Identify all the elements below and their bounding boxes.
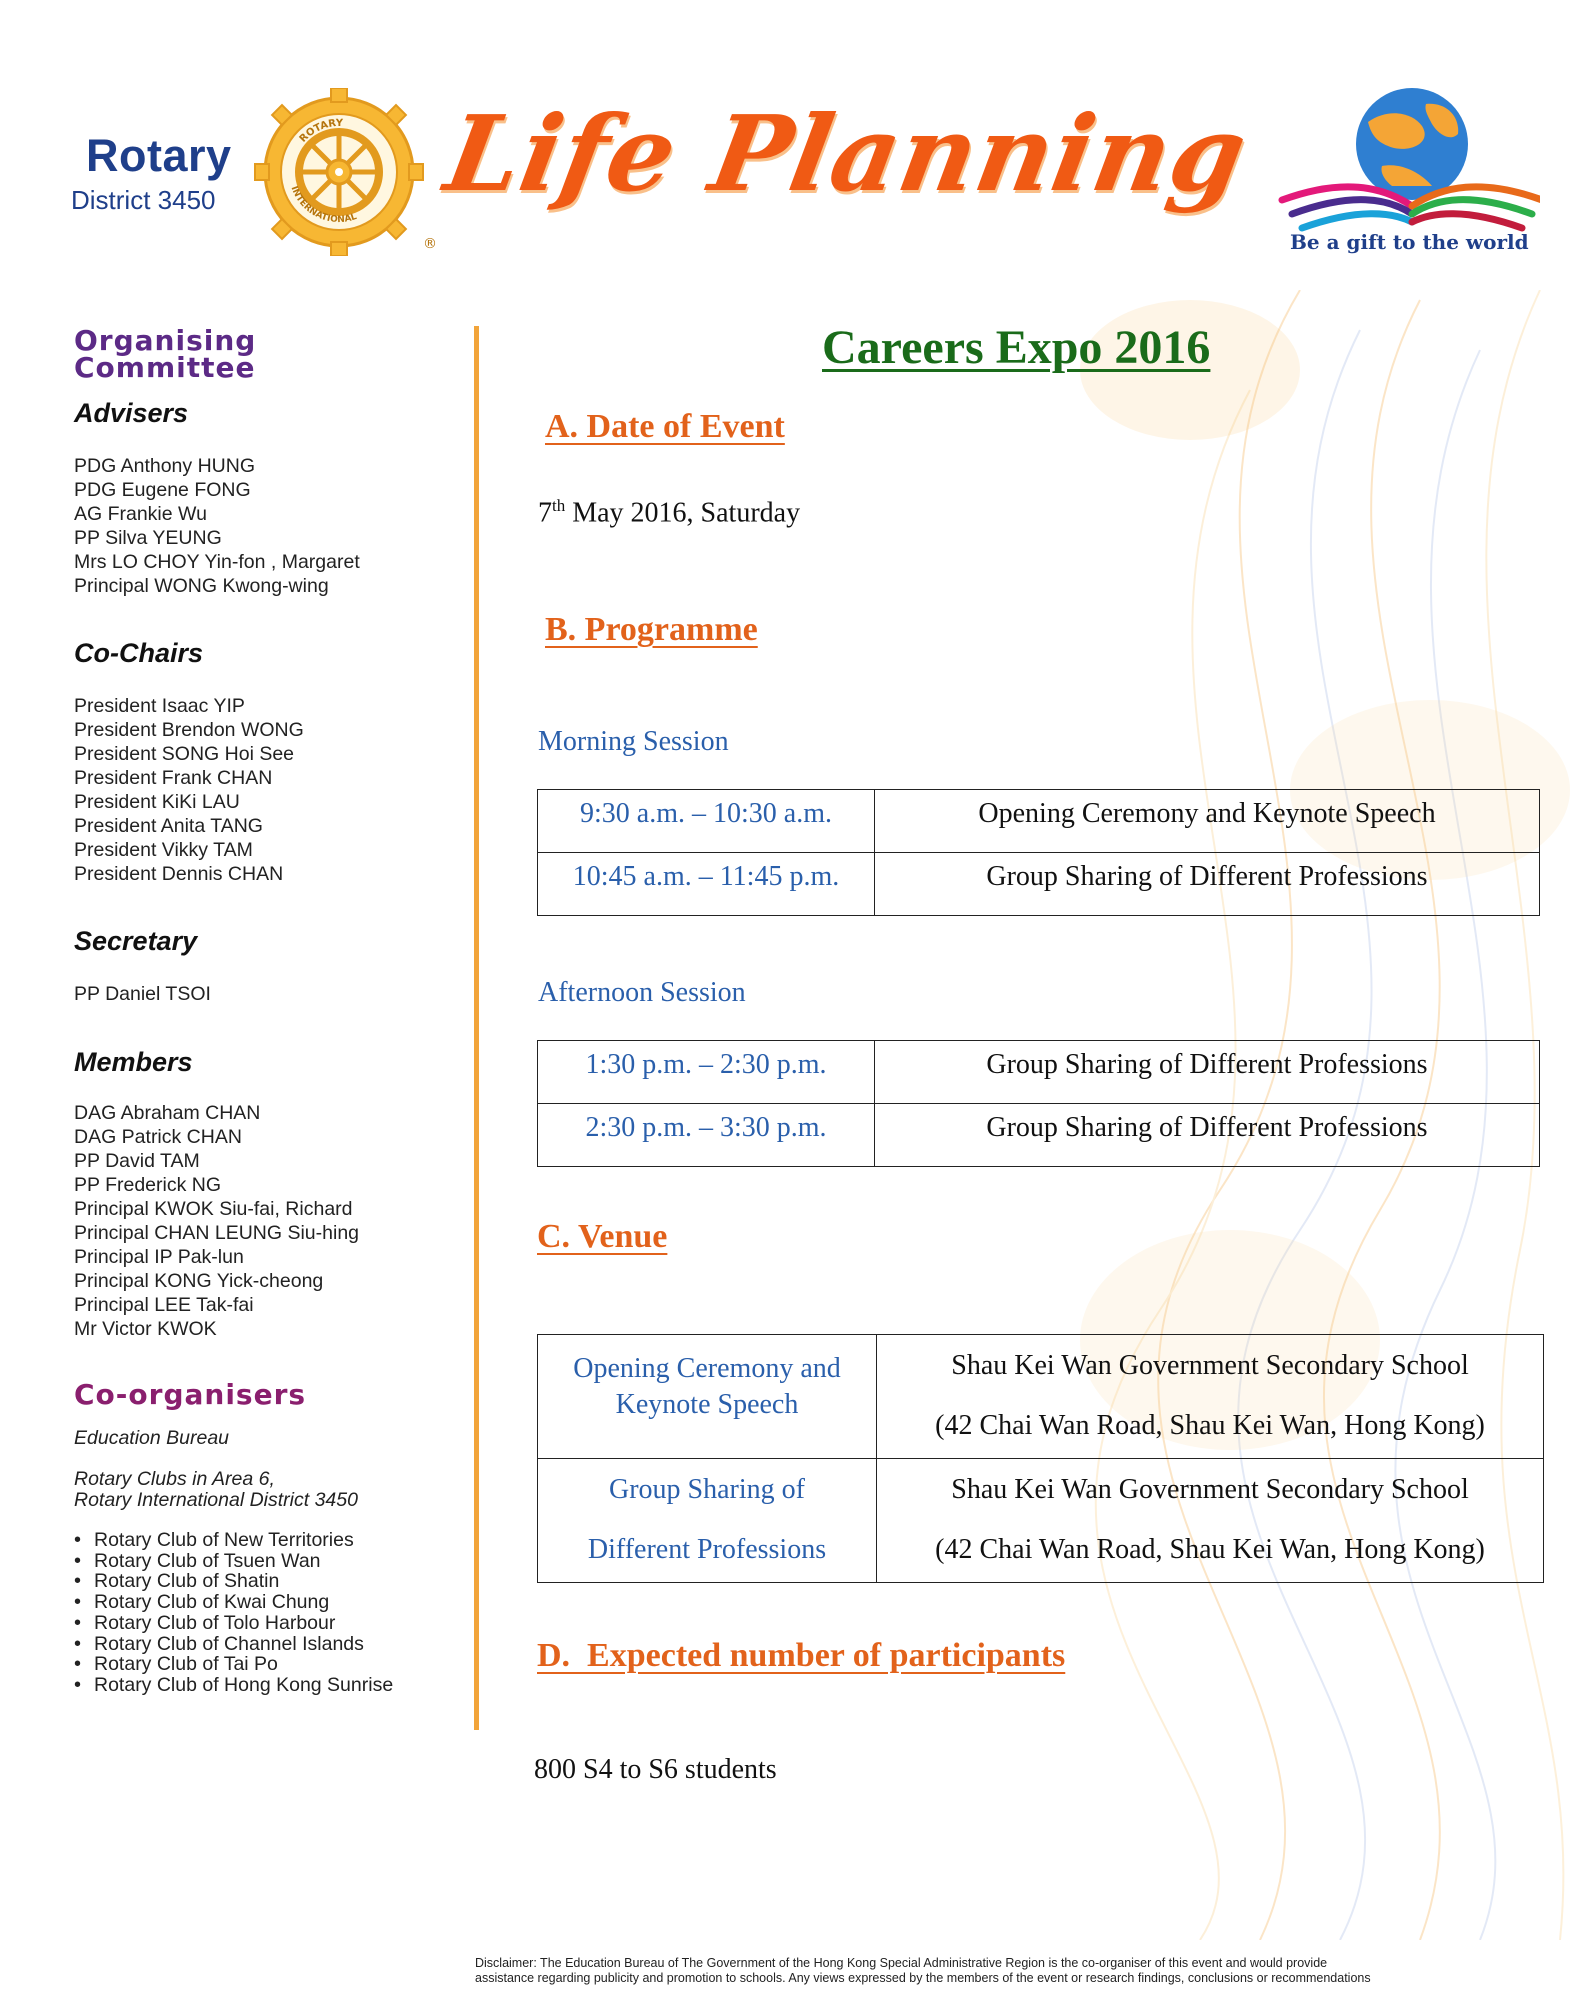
list-item: Principal CHAN LEUNG Siu-hing	[74, 1222, 360, 1244]
list-item: • Rotary Club of Channel Islands	[74, 1634, 393, 1655]
table-row	[538, 1459, 1544, 1583]
section-b-heading: B. Programme	[545, 611, 758, 648]
disclaimer-text: Disclaimer: The Education Bureau of The Government of the Hong Kong Special Administrative Region is the co-organiser of this event and would provide assistance regarding publicity and promotion to schools. Any views expressed by the members of the event or research findings, conclusions or recommendations	[475, 1956, 1371, 1985]
list-item: Principal LEE Tak-fai	[74, 1294, 254, 1316]
list-item: DAG Abraham CHAN	[74, 1102, 261, 1124]
globe-theme-logo	[1262, 82, 1540, 242]
morning-schedule-table	[537, 789, 1540, 916]
section-c-heading: C. Venue	[537, 1218, 668, 1255]
list-item: President Isaac YIP	[74, 695, 245, 717]
time-cell: 10:45 a.m. – 11:45 p.m.	[538, 853, 875, 916]
members-heading: Members	[74, 1047, 193, 1077]
list-item: President Vikky TAM	[74, 839, 253, 861]
list-item: President Dennis CHAN	[74, 863, 284, 885]
activity-cell: Group Sharing of Different Professions	[875, 853, 1540, 916]
co-chairs-list	[74, 694, 304, 886]
venue-location-cell: Shau Kei Wan Government Secondary School (42 Chai Wan Road, Shau Kei Wan, Hong Kong)	[877, 1459, 1544, 1583]
list-item: AG Frankie Wu	[74, 503, 207, 525]
list-item: Mr Victor KWOK	[74, 1318, 217, 1340]
wheel-bottom-text: INTERNATIONAL	[288, 185, 359, 226]
list-item: PP Daniel TSOI	[74, 983, 211, 1005]
table-row	[538, 1104, 1540, 1167]
list-item: • Rotary Club of Tolo Harbour	[74, 1613, 393, 1634]
list-item: President Anita TANG	[74, 815, 263, 837]
life-planning-logo-text: Life Planning	[437, 92, 1256, 215]
activity-cell: Opening Ceremony and Keynote Speech	[875, 790, 1540, 853]
afternoon-schedule-table	[537, 1040, 1540, 1167]
list-item: President Brendon WONG	[74, 719, 304, 741]
co-organisers-heading: Co-organisers	[74, 1378, 307, 1411]
list-item: PDG Eugene FONG	[74, 479, 251, 501]
table-row	[538, 1041, 1540, 1104]
list-item: • Rotary Club of Hong Kong Sunrise	[74, 1675, 393, 1696]
list-item: PP David TAM	[74, 1150, 200, 1172]
wheel-top-text: ROTARY	[297, 117, 344, 145]
activity-cell: Group Sharing of Different Professions	[875, 1104, 1540, 1167]
list-item: PDG Anthony HUNG	[74, 455, 255, 477]
list-item: Principal KWOK Siu-fai, Richard	[74, 1198, 353, 1220]
area-line-2: Rotary International District 3450	[74, 1489, 358, 1511]
advisers-list	[74, 454, 360, 598]
list-item: PP Silva YEUNG	[74, 527, 222, 549]
list-item: DAG Patrick CHAN	[74, 1126, 242, 1148]
morning-session-label: Morning Session	[538, 726, 729, 757]
rotary-wheel-logo	[253, 88, 443, 256]
area-line-1: Rotary Clubs in Area 6,	[74, 1468, 275, 1490]
page-title: Careers Expo 2016	[822, 321, 1211, 374]
list-item: Principal KONG Yick-cheong	[74, 1270, 324, 1292]
list-item: Mrs LO CHOY Yin-fon , Margaret	[74, 551, 360, 573]
members-list	[74, 1101, 359, 1341]
rotary-clubs-list	[74, 1530, 393, 1696]
education-bureau-label: Education Bureau	[74, 1427, 230, 1449]
secretary-list	[74, 982, 211, 1006]
secretary-heading: Secretary	[74, 926, 198, 956]
rotary-wordmark: Rotary	[86, 130, 232, 181]
list-item: President SONG Hoi See	[74, 743, 295, 765]
afternoon-session-label: Afternoon Session	[538, 977, 746, 1008]
venue-activity-cell: Group Sharing of Different Professions	[538, 1459, 877, 1583]
area-label	[74, 1469, 358, 1511]
time-cell: 2:30 p.m. – 3:30 p.m.	[538, 1104, 875, 1167]
venue-table	[537, 1334, 1544, 1583]
list-item: • Rotary Club of Kwai Chung	[74, 1592, 393, 1613]
district-label: District 3450	[71, 185, 216, 215]
list-item: • Rotary Club of New Territories	[74, 1530, 393, 1551]
list-item: President KiKi LAU	[74, 791, 240, 813]
activity-cell: Group Sharing of Different Professions	[875, 1041, 1540, 1104]
time-cell: 9:30 a.m. – 10:30 a.m.	[538, 790, 875, 853]
event-date: 7th May 2016, Saturday	[538, 496, 801, 529]
time-cell: 1:30 p.m. – 2:30 p.m.	[538, 1041, 875, 1104]
venue-activity-cell: Opening Ceremony and Keynote Speech	[538, 1335, 877, 1459]
list-item: President Frank CHAN	[74, 767, 273, 789]
table-row	[538, 853, 1540, 916]
section-a-heading: A. Date of Event	[545, 408, 785, 445]
table-row	[538, 790, 1540, 853]
advisers-heading: Advisers	[74, 398, 189, 428]
list-item: • Rotary Club of Tsuen Wan	[74, 1551, 393, 1572]
slogan-text: Be a gift to the world	[1290, 230, 1529, 254]
registered-mark: ®	[423, 236, 437, 252]
organising-committee-heading: Organising Committee	[74, 324, 257, 384]
list-item: PP Frederick NG	[74, 1174, 222, 1196]
table-row	[538, 1335, 1544, 1459]
list-item: • Rotary Club of Shatin	[74, 1571, 393, 1592]
list-item: Principal WONG Kwong-wing	[74, 575, 329, 597]
sidebar-divider	[474, 326, 479, 1730]
co-chairs-heading: Co-Chairs	[74, 638, 204, 668]
venue-location-cell: Shau Kei Wan Government Secondary School (42 Chai Wan Road, Shau Kei Wan, Hong Kong)	[877, 1335, 1544, 1459]
list-item: • Rotary Club of Tai Po	[74, 1654, 393, 1675]
list-item: Principal IP Pak-lun	[74, 1246, 244, 1268]
participants-text: 800 S4 to S6 students	[534, 1754, 777, 1785]
section-d-heading: D. Expected number of participants	[537, 1637, 1066, 1674]
